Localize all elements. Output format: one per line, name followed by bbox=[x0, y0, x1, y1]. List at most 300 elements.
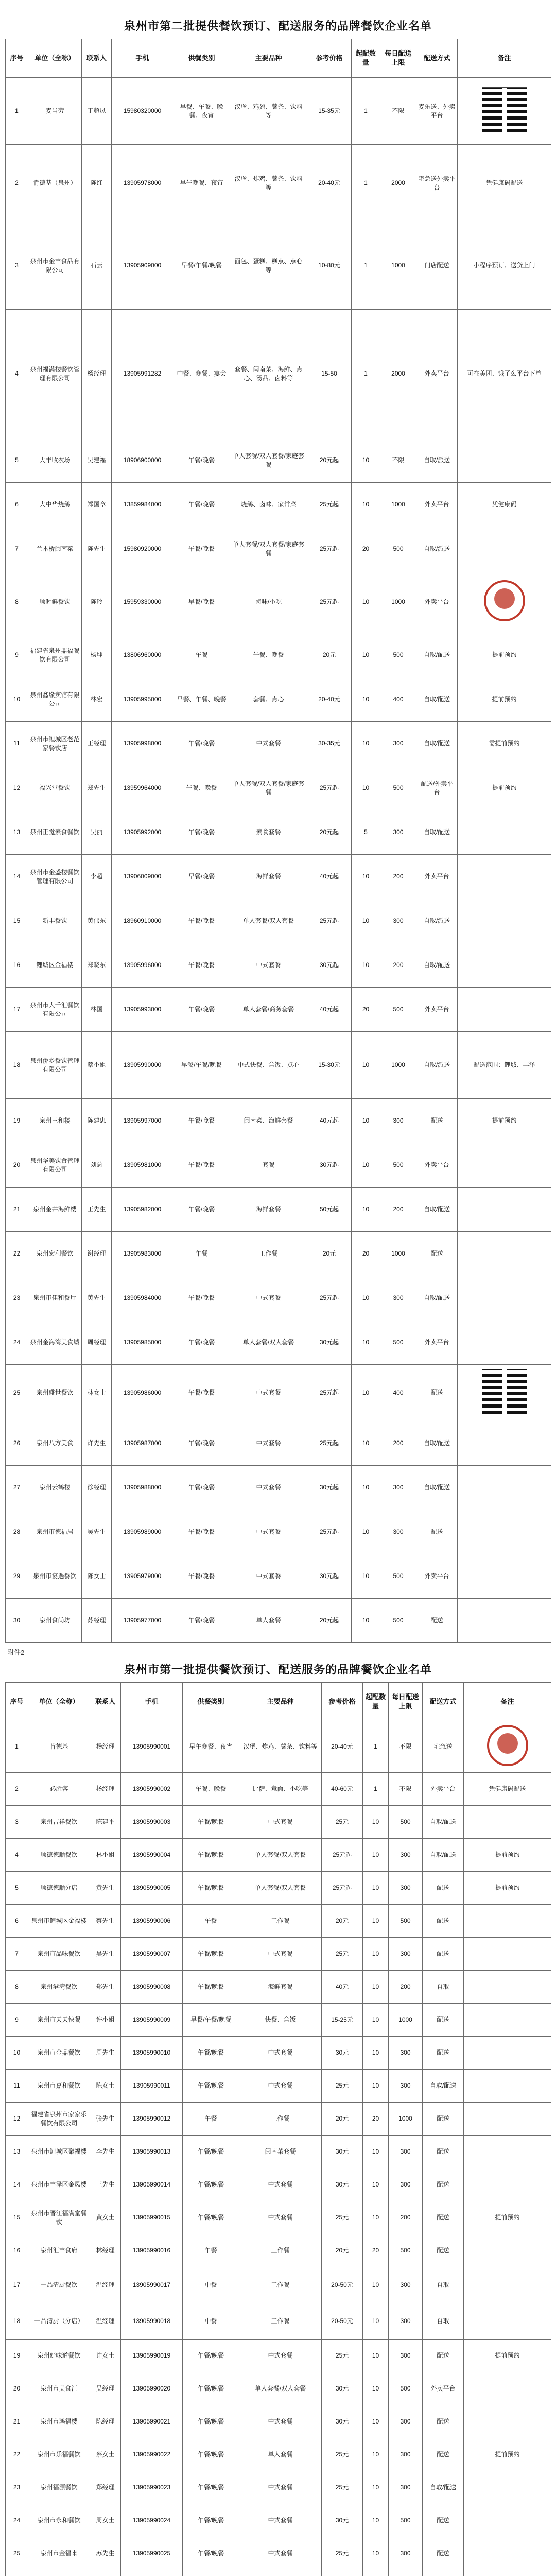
table-cell: 提前预约 bbox=[464, 1839, 551, 1872]
table-cell: 500 bbox=[389, 2372, 423, 2405]
table-row bbox=[6, 2537, 551, 2570]
table-cell: 蔡小姐 bbox=[82, 1032, 112, 1099]
table-cell: 提前预约 bbox=[464, 2438, 551, 2471]
table-cell: 300 bbox=[389, 2537, 423, 2570]
table-cell: 中式套餐 bbox=[230, 1421, 307, 1466]
table-cell: 20-40元 bbox=[307, 145, 352, 222]
table-cell bbox=[183, 2570, 239, 2576]
doc2-table bbox=[5, 1682, 551, 2576]
table-cell: 自取/配送 bbox=[416, 810, 458, 855]
table-cell: 门店配送 bbox=[416, 222, 458, 310]
table-row bbox=[6, 1905, 551, 1938]
table-cell: 16 bbox=[6, 943, 28, 988]
table-cell: 吴先生 bbox=[82, 1510, 112, 1554]
table-cell: 25元 bbox=[322, 2201, 363, 2234]
table-cell: 13905998000 bbox=[112, 722, 173, 766]
table-cell: 1000 bbox=[380, 571, 416, 633]
table-cell: 13905990003 bbox=[121, 1806, 183, 1839]
column-header: 单位（全称） bbox=[28, 39, 82, 78]
table-cell: 18960910000 bbox=[112, 899, 173, 943]
table-cell: 10 bbox=[363, 2303, 389, 2340]
table-cell: 早午晚餐、夜宵 bbox=[183, 1721, 239, 1773]
table-cell: 外卖平台 bbox=[416, 1320, 458, 1365]
table-cell: 泉州三和楼 bbox=[28, 1099, 82, 1143]
column-header: 备注 bbox=[458, 39, 551, 78]
table-cell bbox=[464, 2234, 551, 2267]
table-cell: 自取/配送 bbox=[416, 1421, 458, 1466]
table-cell: 泉州市丰泽区金凤楼 bbox=[28, 2168, 90, 2201]
table-cell: 13905990012 bbox=[121, 2103, 183, 2136]
table-cell: 午餐/晚餐 bbox=[173, 722, 230, 766]
table-cell: 泉州汇丰食府 bbox=[28, 2234, 90, 2267]
table-cell: 配送 bbox=[423, 2504, 464, 2537]
table-cell: 工作餐 bbox=[230, 1232, 307, 1276]
table-cell: 午餐/晚餐 bbox=[183, 2537, 239, 2570]
table-cell: 25元起 bbox=[307, 483, 352, 527]
table-cell: 10 bbox=[352, 1276, 380, 1320]
table-cell: 配送 bbox=[423, 2438, 464, 2471]
table-cell: 午餐/晚餐 bbox=[183, 2405, 239, 2438]
table-cell bbox=[458, 1276, 551, 1320]
table-cell: 配送 bbox=[423, 2004, 464, 2037]
table-cell: 25元起 bbox=[307, 1365, 352, 1421]
table-cell: 顺时鲜餐饮 bbox=[28, 571, 82, 633]
table-row bbox=[6, 1599, 551, 1643]
table-cell: 24 bbox=[6, 2504, 28, 2537]
table-cell: 20-40元 bbox=[322, 1721, 363, 1773]
table-cell: 300 bbox=[380, 1466, 416, 1510]
table-cell: 中式套餐 bbox=[239, 2168, 322, 2201]
table-cell: 凭健康码 bbox=[458, 483, 551, 527]
table-cell: 泉州八方美食 bbox=[28, 1421, 82, 1466]
table-cell: 13905990024 bbox=[121, 2504, 183, 2537]
table-cell: 30元 bbox=[322, 2504, 363, 2537]
table-cell: 13905990025 bbox=[121, 2537, 183, 2570]
table-cell: 13905990010 bbox=[121, 2037, 183, 2070]
table-cell: 29 bbox=[6, 1554, 28, 1599]
table-cell: 30元 bbox=[322, 2372, 363, 2405]
table-cell: 苏经理 bbox=[82, 1599, 112, 1643]
table-cell: 午餐/晚餐 bbox=[183, 2471, 239, 2504]
table-cell: 30 bbox=[6, 1599, 28, 1643]
table-cell: 10 bbox=[352, 1554, 380, 1599]
table-cell: 泉州食尚坊 bbox=[28, 1599, 82, 1643]
table-cell: 闽南菜套餐 bbox=[239, 2136, 322, 2168]
table-cell: 自取/配送 bbox=[416, 677, 458, 722]
column-header: 供餐类别 bbox=[183, 1683, 239, 1721]
table-cell: 宅急送外卖平台 bbox=[416, 145, 458, 222]
table-cell: 早餐/午餐/晚餐 bbox=[183, 2004, 239, 2037]
table-cell: 泉州市佳和餐厅 bbox=[28, 1276, 82, 1320]
table-cell: 13905990009 bbox=[121, 2004, 183, 2037]
table-row bbox=[6, 2372, 551, 2405]
table-row bbox=[6, 2136, 551, 2168]
table-cell: 配送 bbox=[423, 2340, 464, 2372]
table-cell: 13905990023 bbox=[121, 2471, 183, 2504]
table-cell: 午餐/晚餐 bbox=[173, 899, 230, 943]
table-cell: 郑国章 bbox=[82, 483, 112, 527]
table-cell: 陈女士 bbox=[82, 1554, 112, 1599]
table-cell: 7 bbox=[6, 1938, 28, 1971]
table-row bbox=[6, 1938, 551, 1971]
table-cell: 28 bbox=[6, 1510, 28, 1554]
table-row bbox=[6, 1510, 551, 1554]
table-row bbox=[6, 1872, 551, 1905]
table-cell: 30元起 bbox=[307, 943, 352, 988]
table-cell: 泉州好味道餐饮 bbox=[28, 2340, 90, 2372]
table-cell bbox=[464, 2537, 551, 2570]
table-cell: 300 bbox=[389, 2267, 423, 2303]
table-cell: 50元起 bbox=[307, 1188, 352, 1232]
table-cell: 单人套餐/双人套餐 bbox=[230, 1320, 307, 1365]
table-cell: 泉州市永和餐饮 bbox=[28, 2504, 90, 2537]
table-cell: 比萨、意面、小吃等 bbox=[239, 1773, 322, 1806]
table-cell: 提前预约 bbox=[458, 766, 551, 810]
table-cell bbox=[363, 2570, 389, 2576]
table-cell: 工作餐 bbox=[239, 2303, 322, 2340]
table-cell: 泉州市鲤城区金福楼 bbox=[28, 1905, 90, 1938]
table-cell: 中式套餐 bbox=[239, 1806, 322, 1839]
table-cell: 13 bbox=[6, 2136, 28, 2168]
table-cell: 谢经理 bbox=[82, 1232, 112, 1276]
table-cell: 1000 bbox=[389, 2004, 423, 2037]
table-cell: 200 bbox=[389, 1971, 423, 2004]
table-cell: 18 bbox=[6, 2303, 28, 2340]
table-cell: 25元 bbox=[322, 1806, 363, 1839]
table-cell: 13905990011 bbox=[121, 2070, 183, 2103]
table-cell: 500 bbox=[389, 2234, 423, 2267]
table-cell: 13905990014 bbox=[121, 2168, 183, 2201]
table-cell: 5 bbox=[352, 810, 380, 855]
table-row bbox=[6, 2438, 551, 2471]
table-cell: 20元 bbox=[322, 2103, 363, 2136]
table-cell: 自取/配送 bbox=[416, 943, 458, 988]
table-cell: 午餐/晚餐 bbox=[173, 1554, 230, 1599]
table-cell: 李先生 bbox=[90, 2136, 121, 2168]
table-row bbox=[6, 1143, 551, 1188]
table-cell: 午餐/晚餐 bbox=[183, 2037, 239, 2070]
table-cell: 徐经理 bbox=[82, 1466, 112, 1510]
table-cell: 10 bbox=[352, 633, 380, 677]
table-cell: 10 bbox=[363, 2471, 389, 2504]
table-cell: 13905990004 bbox=[121, 1839, 183, 1872]
table-cell: 25元起 bbox=[307, 899, 352, 943]
table-row bbox=[6, 1421, 551, 1466]
table-cell: 20 bbox=[6, 1143, 28, 1188]
table-cell: 25元 bbox=[322, 2471, 363, 2504]
table-cell: 200 bbox=[380, 1188, 416, 1232]
table-row bbox=[6, 2004, 551, 2037]
table-cell: 午餐/晚餐 bbox=[173, 527, 230, 571]
table-cell bbox=[464, 2405, 551, 2438]
table-cell: 13905984000 bbox=[112, 1276, 173, 1320]
column-header: 手机 bbox=[112, 39, 173, 78]
table-cell: 提前预约 bbox=[464, 2340, 551, 2372]
table-cell: 中式套餐 bbox=[239, 2471, 322, 2504]
table-cell: 10 bbox=[363, 2340, 389, 2372]
table-cell: 兰木桥闽南菜 bbox=[28, 527, 82, 571]
table-cell: 提前预约 bbox=[464, 2201, 551, 2234]
table-cell: 单人套餐/双人套餐/家庭套餐 bbox=[230, 527, 307, 571]
table-cell: 20-50元 bbox=[322, 2303, 363, 2340]
table-cell: 中式套餐 bbox=[230, 722, 307, 766]
table-cell: 中式套餐 bbox=[230, 1510, 307, 1554]
table-cell: 6 bbox=[6, 1905, 28, 1938]
table-cell bbox=[464, 2471, 551, 2504]
table-cell: 泉州市鸿福楼 bbox=[28, 2405, 90, 2438]
table-cell bbox=[464, 1905, 551, 1938]
table-cell: 1 bbox=[352, 145, 380, 222]
table-row bbox=[6, 483, 551, 527]
column-header: 手机 bbox=[121, 1683, 183, 1721]
table-cell bbox=[458, 1466, 551, 1510]
table-cell: 泉州市鲤城区聚福楼 bbox=[28, 2136, 90, 2168]
table-cell: 林女士 bbox=[82, 1365, 112, 1421]
table-cell bbox=[458, 1554, 551, 1599]
table-row bbox=[6, 145, 551, 222]
table-cell: 13806960000 bbox=[112, 633, 173, 677]
table-cell: 外卖平台 bbox=[416, 571, 458, 633]
table-cell: 闽南菜、海鲜套餐 bbox=[230, 1099, 307, 1143]
table-cell: 泉州鑫缘宾馆有限公司 bbox=[28, 677, 82, 722]
table-cell: 10 bbox=[363, 2004, 389, 2037]
table-cell: 13905990008 bbox=[121, 1971, 183, 2004]
table-cell: 20 bbox=[363, 2234, 389, 2267]
table-cell: 午餐/晚餐 bbox=[183, 1938, 239, 1971]
table-cell: 10 bbox=[363, 1938, 389, 1971]
table-cell: 林小姐 bbox=[90, 1839, 121, 1872]
column-header: 起配数量 bbox=[363, 1683, 389, 1721]
table-cell: 午餐/晚餐 bbox=[173, 988, 230, 1032]
table-cell: 配送 bbox=[423, 1872, 464, 1905]
table-cell: 泉州市金福来 bbox=[28, 2537, 90, 2570]
table-cell: 500 bbox=[380, 527, 416, 571]
table-cell: 面包、蛋糕、糕点、点心等 bbox=[230, 222, 307, 310]
table-cell: 300 bbox=[389, 1839, 423, 1872]
table-cell: 1000 bbox=[380, 1232, 416, 1276]
table-cell: 汉堡、炸鸡、薯条、饮料等 bbox=[230, 145, 307, 222]
table-row bbox=[6, 1806, 551, 1839]
table-cell: 10 bbox=[352, 1320, 380, 1365]
table-cell: 提前预约 bbox=[464, 1872, 551, 1905]
table-cell: 13905986000 bbox=[112, 1365, 173, 1421]
table-cell: 泉州吉祥餐饮 bbox=[28, 1806, 90, 1839]
table-cell: 配送 bbox=[416, 1232, 458, 1276]
table-cell: 400 bbox=[380, 677, 416, 722]
table-cell: 泉州市金盛楼餐饮管理有限公司 bbox=[28, 855, 82, 899]
table-cell: 13905992000 bbox=[112, 810, 173, 855]
table-cell: 黄女士 bbox=[90, 2201, 121, 2234]
table-cell: 卤味/小吃 bbox=[230, 571, 307, 633]
table-cell: 单人套餐/商务套餐 bbox=[230, 988, 307, 1032]
table-cell: 苏先生 bbox=[90, 2537, 121, 2570]
table-cell: 许先生 bbox=[82, 1421, 112, 1466]
table-cell: 陈先生 bbox=[82, 527, 112, 571]
table-cell: 郑先生 bbox=[90, 1971, 121, 2004]
table-cell: 中式快餐、盒饭、点心 bbox=[230, 1032, 307, 1099]
table-cell: 25元起 bbox=[307, 766, 352, 810]
table-cell: 3 bbox=[6, 222, 28, 310]
column-header: 起配数量 bbox=[352, 39, 380, 78]
table-cell: 500 bbox=[389, 1806, 423, 1839]
table-cell: 温经理 bbox=[90, 2267, 121, 2303]
table-cell: 凭健康码配送 bbox=[464, 1773, 551, 1806]
table-cell: 陈红 bbox=[82, 145, 112, 222]
table-cell: 13905990007 bbox=[121, 1938, 183, 1971]
table-cell: 25元起 bbox=[307, 1510, 352, 1554]
table-cell: 午餐/晚餐 bbox=[173, 1599, 230, 1643]
table-cell: 早餐、午餐、晚餐 bbox=[173, 677, 230, 722]
table-cell: 自取/派送 bbox=[416, 527, 458, 571]
table-cell: 许女士 bbox=[90, 2340, 121, 2372]
table-cell: 10 bbox=[352, 571, 380, 633]
table-cell: 1 bbox=[6, 1721, 28, 1773]
table-cell bbox=[458, 1143, 551, 1188]
table-cell: 15 bbox=[6, 899, 28, 943]
column-header: 备注 bbox=[464, 1683, 551, 1721]
table-cell bbox=[458, 943, 551, 988]
table-cell: 2 bbox=[6, 1773, 28, 1806]
table-cell: 海鲜套餐 bbox=[230, 855, 307, 899]
table-cell: 13905990001 bbox=[121, 1721, 183, 1773]
table-row bbox=[6, 988, 551, 1032]
table-cell: 单人套餐/双人套餐 bbox=[239, 1839, 322, 1872]
table-row bbox=[6, 310, 551, 438]
table-cell: 张先生 bbox=[90, 2103, 121, 2136]
table-cell: 周经理 bbox=[82, 1320, 112, 1365]
table-cell: 17 bbox=[6, 2267, 28, 2303]
table-cell: 25元起 bbox=[307, 1421, 352, 1466]
table-cell: 泉州盛世餐饮 bbox=[28, 1365, 82, 1421]
table-cell: 22 bbox=[6, 1232, 28, 1276]
table-cell: 杨经理 bbox=[82, 310, 112, 438]
table-cell: 13905990006 bbox=[121, 1905, 183, 1938]
table-cell: 单人套餐/双人套餐/家庭套餐 bbox=[230, 766, 307, 810]
table-cell: 13905982000 bbox=[112, 1188, 173, 1232]
table-cell: 300 bbox=[380, 810, 416, 855]
table-cell: 500 bbox=[380, 1143, 416, 1188]
table-cell: 20元 bbox=[322, 2234, 363, 2267]
table-cell: 10 bbox=[352, 899, 380, 943]
table-cell: 单人套餐 bbox=[239, 2438, 322, 2471]
table-cell: 麦当劳 bbox=[28, 78, 82, 145]
table-cell: 10 bbox=[363, 2168, 389, 2201]
column-header: 配送方式 bbox=[416, 39, 458, 78]
table-cell: 中式套餐 bbox=[239, 2405, 322, 2438]
table-cell: 20-50元 bbox=[322, 2267, 363, 2303]
table-cell: 10 bbox=[363, 2504, 389, 2537]
table-cell: 13905990021 bbox=[121, 2405, 183, 2438]
table-cell: 300 bbox=[380, 722, 416, 766]
table-cell: 13905990018 bbox=[121, 2303, 183, 2340]
table-cell: 泉州市乐福餐饮 bbox=[28, 2438, 90, 2471]
table-cell: 配送 bbox=[423, 2136, 464, 2168]
table-cell: 10 bbox=[352, 1188, 380, 1232]
table-cell: 500 bbox=[380, 766, 416, 810]
column-header: 主要品种 bbox=[230, 39, 307, 78]
table-cell: 13905978000 bbox=[112, 145, 173, 222]
table-cell: 13905985000 bbox=[112, 1320, 173, 1365]
table-cell: 泉州市嘉和餐饮 bbox=[28, 2070, 90, 2103]
table-cell: 午餐/晚餐 bbox=[183, 2372, 239, 2405]
table-cell: 泉州市宴遇餐饮 bbox=[28, 1554, 82, 1599]
table-cell: 13905990017 bbox=[121, 2267, 183, 2303]
table-cell: 肯德基（泉州） bbox=[28, 145, 82, 222]
table-cell: 2 bbox=[6, 145, 28, 222]
table-cell: 20 bbox=[352, 1232, 380, 1276]
table-cell: 13859984000 bbox=[112, 483, 173, 527]
table-cell: 自取/配送 bbox=[423, 1839, 464, 1872]
table-cell: 9 bbox=[6, 633, 28, 677]
table-cell: 30元起 bbox=[307, 1143, 352, 1188]
table-cell: 泉州市美食汇 bbox=[28, 2372, 90, 2405]
table-cell: 13905990005 bbox=[121, 1872, 183, 1905]
table-cell: 午餐/晚餐 bbox=[173, 1466, 230, 1510]
table-row bbox=[6, 677, 551, 722]
table-cell: 13905995000 bbox=[112, 677, 173, 722]
table-cell: 黄先生 bbox=[82, 1276, 112, 1320]
table-cell: 13905990015 bbox=[121, 2201, 183, 2234]
table-cell: 4 bbox=[6, 310, 28, 438]
table-cell: 1 bbox=[363, 1721, 389, 1773]
column-header: 单位（全称） bbox=[28, 1683, 90, 1721]
table-cell bbox=[90, 2570, 121, 2576]
table-cell: 午餐 bbox=[183, 2103, 239, 2136]
table-cell bbox=[458, 1421, 551, 1466]
table-cell: 杨经理 bbox=[90, 1773, 121, 1806]
table-cell: 午餐/晚餐 bbox=[183, 1872, 239, 1905]
table-cell: 13 bbox=[6, 810, 28, 855]
table-cell: 早午晚餐、夜宵 bbox=[173, 145, 230, 222]
table-cell: 300 bbox=[380, 1099, 416, 1143]
table-cell: 早餐/晚餐 bbox=[173, 855, 230, 899]
doc1-table bbox=[5, 39, 551, 1643]
table-cell: 10 bbox=[363, 1971, 389, 2004]
table-cell: 中式套餐 bbox=[230, 943, 307, 988]
column-header: 每日配送上限 bbox=[389, 1683, 423, 1721]
table-cell bbox=[464, 2037, 551, 2070]
table-cell: 午餐、晚餐 bbox=[173, 766, 230, 810]
table-cell: 20 bbox=[363, 2103, 389, 2136]
table-cell: 300 bbox=[380, 1510, 416, 1554]
table-cell: 自取/配送 bbox=[416, 1466, 458, 1510]
table-cell: 13905990013 bbox=[121, 2136, 183, 2168]
table-cell: 15-30元 bbox=[307, 1032, 352, 1099]
table-cell: 外卖平台 bbox=[416, 988, 458, 1032]
table-cell bbox=[464, 2372, 551, 2405]
table-cell bbox=[464, 1938, 551, 1971]
table-cell: 30元 bbox=[322, 2136, 363, 2168]
qr-code-image bbox=[458, 78, 551, 145]
table-cell: 配送 bbox=[416, 1099, 458, 1143]
table-cell: 500 bbox=[380, 633, 416, 677]
table-cell: 林经理 bbox=[90, 2234, 121, 2267]
table-cell: 1 bbox=[6, 78, 28, 145]
table-cell: 午餐 bbox=[183, 2234, 239, 2267]
table-cell: 10 bbox=[363, 2372, 389, 2405]
table-cell: 13905989000 bbox=[112, 1510, 173, 1554]
table-cell: 早餐、午餐、晚餐、夜宵 bbox=[173, 78, 230, 145]
table-cell: 泉州市金丰食品有限公司 bbox=[28, 222, 82, 310]
table-cell: 配送 bbox=[423, 2037, 464, 2070]
table-cell: 林宏 bbox=[82, 677, 112, 722]
table-cell: 配送 bbox=[416, 1510, 458, 1554]
table-cell: 大丰收农场 bbox=[28, 438, 82, 483]
column-header: 联系人 bbox=[90, 1683, 121, 1721]
table-row bbox=[6, 2168, 551, 2201]
table-cell: 中式套餐 bbox=[239, 2070, 322, 2103]
table-cell: 1 bbox=[352, 78, 380, 145]
